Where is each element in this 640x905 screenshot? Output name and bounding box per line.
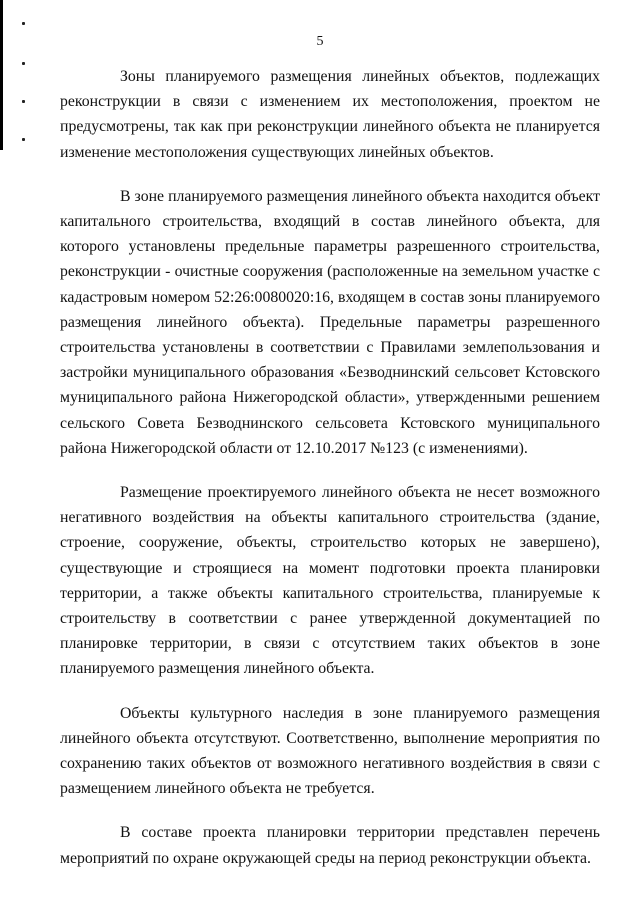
- paragraph-negative-impact: Размещение проектируемого линейного объекта не несет возможного негативного воздействия на объекты капитального строительства (здание, строение, сооружение, объекты, строительство которых не завершено), существующие и строящиеся на момент подготовки проекта планировки территории, а также объекты капитального строительства, планируемые к строительству в соответствии с ранее утвержденной документацией по планировке территории, в связи с отсутствием таких объектов в зоне планируемого размещения линейного объекта.: [60, 484, 600, 678]
- binding-mark: [22, 138, 25, 141]
- binding-mark: [22, 62, 25, 65]
- paragraph-linear-objects-zones: Зоны планируемого размещения линейных объектов, подлежащих реконструкции в связи с изменением их местоположения, проектом не предусмотрены, так как при реконструкции линейного объекта не планируется изменение местоположения существующих линейных объектов.: [60, 68, 600, 161]
- page-number: 5: [316, 34, 324, 49]
- paragraph-cultural-heritage: Объекты культурного наследия в зоне планируемого размещения линейного объекта отсутствуют. Соответственно, выполнение мероприятия по сохранению таких объектов от возможного негативного воздействия в связи с размещением линейного объекта не требуется.: [60, 704, 600, 798]
- paragraph-capital-construction: В зоне планируемого размещения линейного объекта находится объект капитального строительства, входящий в состав линейного объекта, для которого установлены предельные параметры разрешенного строительства, реконструкции - очистные сооружения (расположенные на земельном участке с кадастровым номером 52:26:0080020:16, входящем в состав зоны планируемого размещения линейного объекта). Предельные параметры разрешенного строительства установлены в соответствии с Правилами землепользования и застройки муниципального образования «Безводнинский сельсовет Кстовского муниципального района Нижегородской области», утвержденными решением сельского Совета Безводнинского сельсовета Кстовского муниципального района Нижегородской области от 12.10.2017 №123 (с изменениями).: [60, 187, 600, 457]
- document-body: [60, 64, 600, 890]
- binding-mark: [22, 100, 25, 103]
- binding-edge: [0, 0, 3, 150]
- binding-mark: [22, 22, 25, 25]
- paragraph-environment-measures: В составе проекта планировки территории представлен перечень мероприятий по охране окружающей среды на период реконструкции объекта.: [60, 824, 600, 867]
